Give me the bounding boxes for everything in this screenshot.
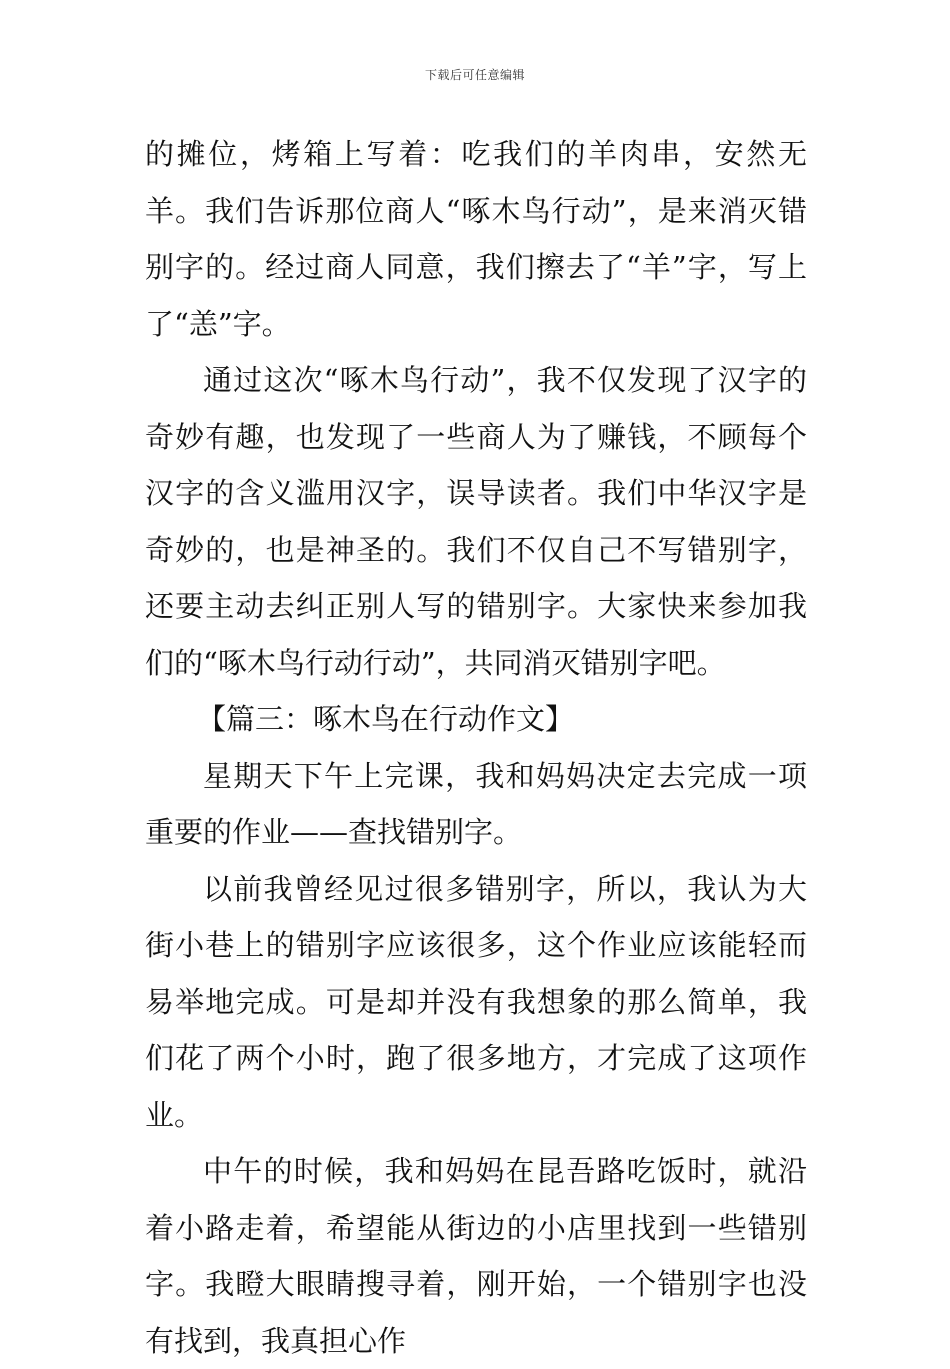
paragraph: 以前我曾经见过很多错别字，所以，我认为大街小巷上的错别字应该很多，这个作业应该能轻而易举地完成。可是却并没有我想象的那么简单，我们花了两个小时，跑了很多地方，才完成了这项作业。 [145, 871, 807, 1132]
document-body [145, 126, 807, 1369]
page-header: 下载后可任意编辑 [424, 68, 525, 82]
paragraph: 的摊位，烤箱上写着：吃我们的羊肉串，安然无羊。我们告诉那位商人“啄木鸟行动”，是来消灭错别字的。经过商人同意，我们擦去了“羊”字，写上了“恙”字。 [145, 137, 807, 341]
section-heading: 【篇三：啄木鸟在行动作文】 [197, 702, 575, 736]
paragraph: 中午的时候，我和妈妈在昆吾路吃饭时，就沿着小路走着，希望能从街边的小店里找到一些错别字。我瞪大眼睛搜寻着，刚开始，一个错别字也没有找到，我真担心作 [145, 1154, 807, 1358]
paragraph: 通过这次“啄木鸟行动”，我不仅发现了汉字的奇妙有趣，也发现了一些商人为了赚钱，不顾每个汉字的含义滥用汉字，误导读者。我们中华汉字是奇妙的，也是神圣的。我们不仅自己不写错别字，还要主动去纠正别人写的错别字。大家快来参加我们的“啄木鸟行动行动”，共同消灭错别字吧。 [145, 363, 807, 680]
paragraph: 星期天下午上完课，我和妈妈决定去完成一项重要的作业——查找错别字。 [145, 758, 807, 849]
